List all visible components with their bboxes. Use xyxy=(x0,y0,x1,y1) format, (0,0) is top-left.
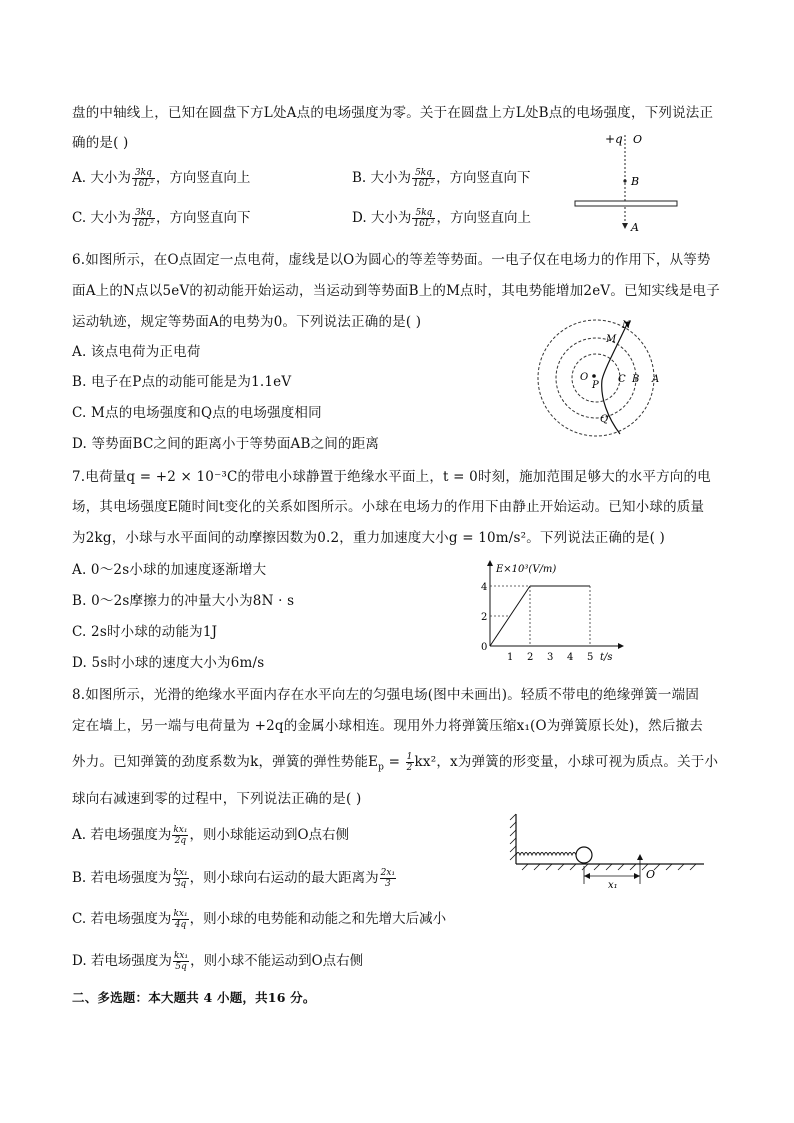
label-a: A xyxy=(652,374,660,385)
section-2-header: 二、多选题：本大题共 4 小题，共16 分。 xyxy=(72,990,316,1005)
q8-line-1: 8.如图所示，光滑的绝缘水平面内存在水平向左的匀强电场(图中未画出)。轻质不带电的绝缘弹簧一端固 xyxy=(72,687,700,703)
q6-option-a[interactable]: A. 该点电荷为正电荷 xyxy=(72,344,201,360)
q5-option-b[interactable]: B. 大小为 $\frac{5kq}{\text{16L²}}$ ，方向竖直向下 xyxy=(352,168,531,189)
q7-e-t-graph xyxy=(478,560,628,666)
x-tick-3: 3 xyxy=(547,652,554,663)
metal-ball xyxy=(576,847,592,863)
label-p: P xyxy=(592,380,599,391)
q8-line-4: 球向右减速到零的过程中，下列说法正确的是( ) xyxy=(72,791,362,807)
x-tick-4: 4 xyxy=(567,652,574,663)
q7-option-d[interactable]: D. 5s时小球的速度大小为6m/s xyxy=(72,655,265,671)
q7-option-c[interactable]: C. 2s时小球的动能为1J xyxy=(72,624,218,640)
label-b: B xyxy=(631,175,640,188)
q6-option-d[interactable]: D. 等势面BC之间的距离小于等势面AB之间的距离 xyxy=(72,436,380,452)
q6-option-b[interactable]: B. 电子在P点的动能可能是为1.1eV xyxy=(72,374,292,390)
x1-arrow-right xyxy=(634,873,640,879)
q6-line-3: 运动轨迹，规定等势面A的电势为0。下列说法正确的是( ) xyxy=(72,314,422,330)
q6-line-2: 面A上的N点以5eV的初动能开始运动，当运动到等势面B上的M点时，其电势能增加2eV。已知实线是电子 xyxy=(72,283,720,299)
spring-coil xyxy=(516,853,580,856)
fraction: $\frac{\text{kx₁}}{2q}$ xyxy=(173,825,188,846)
x-tick-1: 1 xyxy=(507,652,514,663)
point-o xyxy=(592,374,596,378)
fraction: $\frac{3kq}{\text{16L²}}$ xyxy=(132,208,154,229)
q6-equipotential-figure xyxy=(528,318,668,438)
y-axis-arrow xyxy=(487,560,493,566)
label-o: O xyxy=(633,133,643,146)
q8-option-a[interactable]: A. 若电场强度为 $\frac{\text{kx₁}}{2q}$ ，则小球能运动到O点右侧 xyxy=(72,825,350,846)
q8-spring-figure xyxy=(508,810,708,890)
x-tick-2: 2 xyxy=(527,652,534,663)
label-m: M xyxy=(606,334,617,345)
q7-line-2: 场，其电场强度E随时间t变化的关系如图所示。小球在电场力的作用下由静止开始运动。已知小球的质量 xyxy=(72,499,705,515)
q5-option-d[interactable]: D. 大小为 $\frac{5kq}{\text{16L²}}$ ，方向竖直向上 xyxy=(352,208,531,229)
label-n: N xyxy=(622,320,631,331)
fraction: $\frac{3kq}{\text{16L²}}$ xyxy=(132,168,154,189)
point-b xyxy=(623,179,626,182)
y-axis-label: E×10³(V/m) xyxy=(496,564,557,575)
q8-line-3: 外力。已知弹簧的劲度系数为k，弹簧的弹性势能$E_p$ = $\frac{1}{2}$ kx²，x为弹簧的形变量，小球可视为质点。关于小 xyxy=(72,752,719,773)
q8-option-c[interactable]: C. 若电场强度为 $\frac{\text{kx₁}}{4q}$ ，则小球的电势能和动能之和先增大后减小 xyxy=(72,909,447,930)
fraction: $\frac{\text{2x₁}}{3}$ xyxy=(380,868,396,889)
x-tick-5: 5 xyxy=(587,652,594,663)
label-o: O xyxy=(646,868,656,881)
label-q: Q xyxy=(600,414,609,425)
fraction: $\frac{\text{kx₁}}{5q}$ xyxy=(173,951,189,972)
wall-hatching xyxy=(510,814,516,860)
q5-line-1: 盘的中轴线上，已知在圆盘下方L处A点的电场强度为零。关于在圆盘上方L处B点的电场强度，下列说法正 xyxy=(72,105,714,121)
ground-hatching xyxy=(522,864,696,870)
disk-plate xyxy=(575,201,677,206)
fraction: $\frac{\text{kx₁}}{3q}$ xyxy=(173,868,188,889)
arrow-head xyxy=(622,223,628,229)
x-axis-arrow xyxy=(618,643,624,649)
q7-option-b[interactable]: B. 0～2s摩擦力的冲量大小为8N · s xyxy=(72,593,295,609)
label-a: A xyxy=(631,221,639,234)
label-b: B xyxy=(632,374,640,385)
charge-label: +q xyxy=(605,132,623,146)
x1-arrow-left xyxy=(584,873,590,879)
q5-option-c[interactable]: C. 大小为 $\frac{3kq}{\text{16L²}}$ ，方向竖直向下 xyxy=(72,208,251,229)
q7-option-a[interactable]: A. 0～2s小球的加速度逐渐增大 xyxy=(72,562,267,578)
fraction: $\frac{\text{kx₁}}{4q}$ xyxy=(173,909,188,930)
q8-option-d[interactable]: D. 若电场强度为 $\frac{\text{kx₁}}{5q}$ ，则小球不能运动到O点右侧 xyxy=(72,951,364,972)
q5-disk-figure xyxy=(565,125,690,235)
y-tick-2: 2 xyxy=(481,612,488,623)
q8-option-b[interactable]: B. 若电场强度为 $\frac{\text{kx₁}}{3q}$ ，则小球向右运动的最大距离为 $\frac{\text{2x₁}}{3}$ xyxy=(72,868,396,889)
label-o: O xyxy=(580,372,589,383)
q6-line-1: 6.如图所示，在O点固定一点电荷，虚线是以O为圆心的等差等势面。一电子仅在电场力的作用下，从等势 xyxy=(72,252,711,268)
q7-line-3: 为2kg，小球与水平面间的动摩擦因数为0.2，重力加速度大小g = 10m/s²。下列说法正确的是( ) xyxy=(72,530,666,546)
q5-option-a[interactable]: A. 大小为 $\frac{3kq}{\text{16L²}}$ ，方向竖直向上 xyxy=(72,168,251,189)
q5-line-2: 确的是( ) xyxy=(72,135,129,151)
fraction: $\frac{5kq}{\text{16L²}}$ xyxy=(413,168,435,189)
o-marker xyxy=(637,854,643,860)
label-x1: x₁ xyxy=(608,880,618,890)
y-tick-4: 4 xyxy=(481,582,488,593)
origin-label: 0 xyxy=(481,642,488,653)
fraction: $\frac{5kq}{\text{16L²}}$ xyxy=(413,208,435,229)
x-axis-label: t/s xyxy=(600,652,613,663)
q7-line-1: 7.电荷量q = +2 × 10⁻³C的带电小球静置于绝缘水平面上，t = 0时刻，施加范围足够大的水平方向的电 xyxy=(72,469,711,485)
label-c: C xyxy=(618,374,626,385)
q6-option-c[interactable]: C. M点的电场强度和Q点的电场强度相同 xyxy=(72,405,322,421)
fraction: $\frac{1}{2}$ xyxy=(406,752,413,773)
q8-line-2: 定在墙上，另一端与电荷量为 +2q的金属小球相连。现用外力将弹簧压缩x₁(O为弹簧原长处)，然后撤去 xyxy=(72,718,703,734)
